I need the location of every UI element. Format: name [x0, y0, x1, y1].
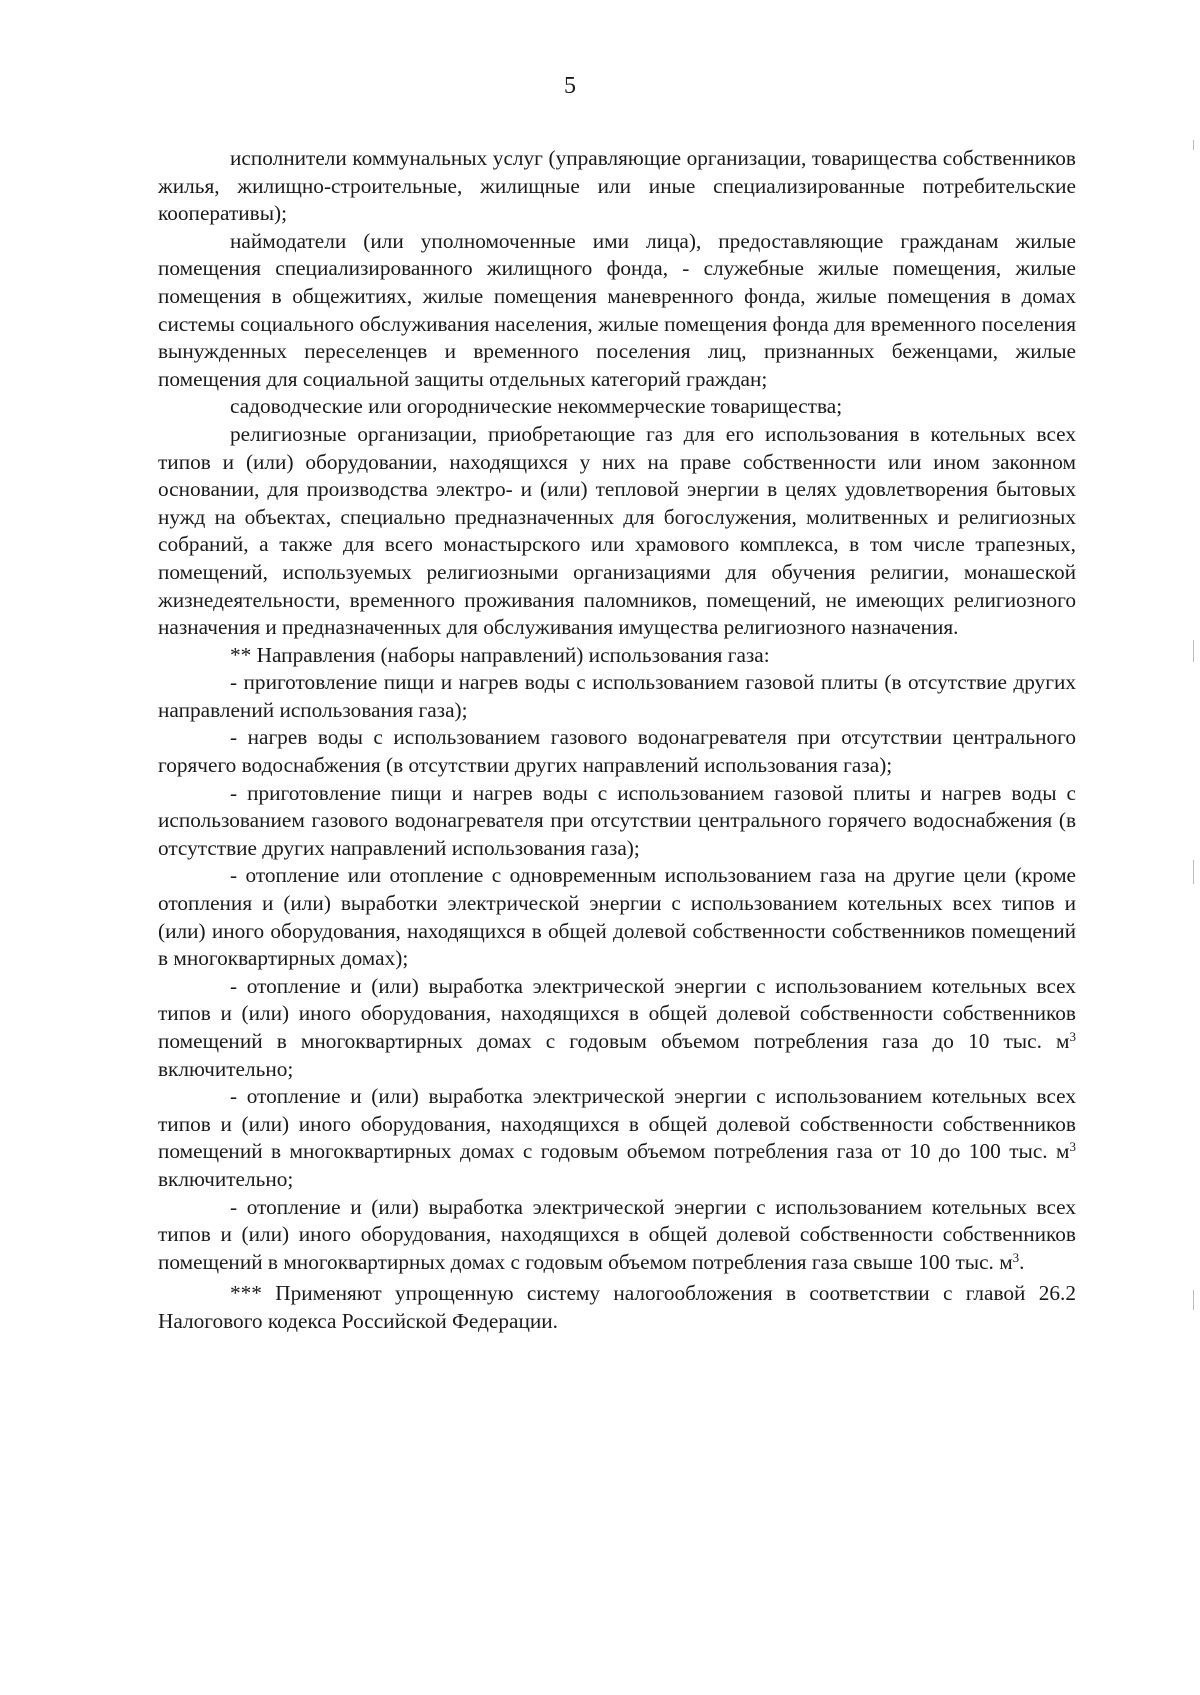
paragraph-heating-up-to-10	[158, 973, 1076, 1083]
paragraph-heating: - отопление или отопление с одновременным использованием газа на другие цели (кроме отопления и (или) выработки электрической энергии с использованием котельных всех типов и (или) иного оборудования, находящихся в общей долевой собственности собственников помещений в многоквартирных домах);	[158, 863, 1076, 971]
paragraph-heating-over-100	[158, 1194, 1076, 1277]
footnote-simplified-taxation: *** Применяют упрощенную систему налогообложения в соответствии с главой 26.2 Налогового кодекса Российской Федерации.	[158, 1281, 1076, 1333]
paragraph-landlords: наймодатели (или уполномоченные ими лица), предоставляющие гражданам жилые помещения специализированного жилищного фонда, - служебные жилые помещения, жилые помещения в общежитиях, жилые помещения маневренного фонда, жилые помещения в домах системы социального обслуживания населения, жилые помещения фонда для временного поселения вынужденных переселенцев и временного поселения лиц, признанных беженцами, жилые помещения для социальной защиты отдельных категорий граждан;	[158, 228, 1076, 391]
paragraph-text-end: включительно;	[158, 1166, 294, 1191]
superscript: 3	[1069, 1139, 1076, 1155]
paragraph-text: - отопление и (или) выработка электрической энергии с использованием котельных всех типов и (или) иного оборудования, находящихся в общей долевой собственности собственников помещений в многоквартирных домах с годовым объемом потребления газа до 10 тыс. м	[158, 973, 1076, 1053]
body-text	[158, 145, 1076, 1336]
paragraph-garden-partnerships: садоводческие или огороднические некоммерческие товарищества;	[230, 394, 843, 419]
scan-edge-mark	[1193, 1290, 1194, 1310]
paragraph-cooking-and-water-heater: - приготовление пищи и нагрев воды с использованием газовой плиты и нагрев воды с использованием газового водонагревателя при отсутствии центрального горячего водоснабжения (в отсутствие других направлений использования газа);	[158, 780, 1076, 860]
superscript: 3	[1069, 1029, 1076, 1044]
scan-edge-mark	[1193, 860, 1194, 884]
paragraph-text-end: включительно;	[158, 1056, 294, 1081]
page-number: 5	[564, 73, 576, 99]
paragraph-heating-10-to-100	[158, 1083, 1076, 1193]
paragraph-text: - отопление и (или) выработка электрической энергии с использованием котельных всех типов и (или) иного оборудования, находящихся в общей долевой собственности собственников помещений в многоквартирных домах с годовым объемом потребления газа свыше 100 тыс. м	[158, 1194, 1076, 1274]
paragraph-cooking-and-water: - приготовление пищи и нагрев воды с использованием газовой плиты (в отсутствие других направлений использования газа);	[158, 670, 1076, 722]
superscript: 3	[1012, 1249, 1020, 1265]
paragraph-text-end: .	[1019, 1249, 1025, 1274]
paragraph-religious-organizations: религиозные организации, приобретающие газ для его использования в котельных всех типов и (или) оборудовании, находящихся у них на праве собственности или ином законном основании, для производства электро- и (или) тепловой энергии в целях удовлетворения бытовых нужд на объектах, специально предназначенных для богослужения, молитвенных и религиозных собраний, а также для всего монастырского или храмового комплекса, в том числе трапезных, помещений, используемых религиозными организациями для обучения религии, монашеской жизнедеятельности, временного проживания паломников, помещений, не имеющих религиозного назначения и предназначенных для обслуживания имущества религиозного назначения.	[158, 421, 1076, 640]
paragraph-utility-providers: исполнители коммунальных услуг (управляющие организации, товарищества собственников жилья, жилищно-строительные, жилищные или иные специализированные потребительские кооперативы);	[158, 146, 1076, 226]
paragraph-water-heater: - нагрев воды с использованием газового водонагревателя при отсутствии центрального горячего водоснабжения (в отсутствии других направлений использования газа);	[158, 725, 1076, 778]
paragraph-text: - отопление и (или) выработка электрической энергии с использованием котельных всех типов и (или) иного оборудования, находящихся в общей долевой собственности собственников помещений в многоквартирных домах с годовым объемом потребления газа от 10 до 100 тыс. м	[158, 1084, 1076, 1164]
scan-edge-mark	[1193, 640, 1194, 662]
scan-edge-mark	[1193, 140, 1194, 150]
paragraph-gas-use-directions-heading: ** Направления (наборы направлений) использования газа:	[230, 642, 770, 667]
